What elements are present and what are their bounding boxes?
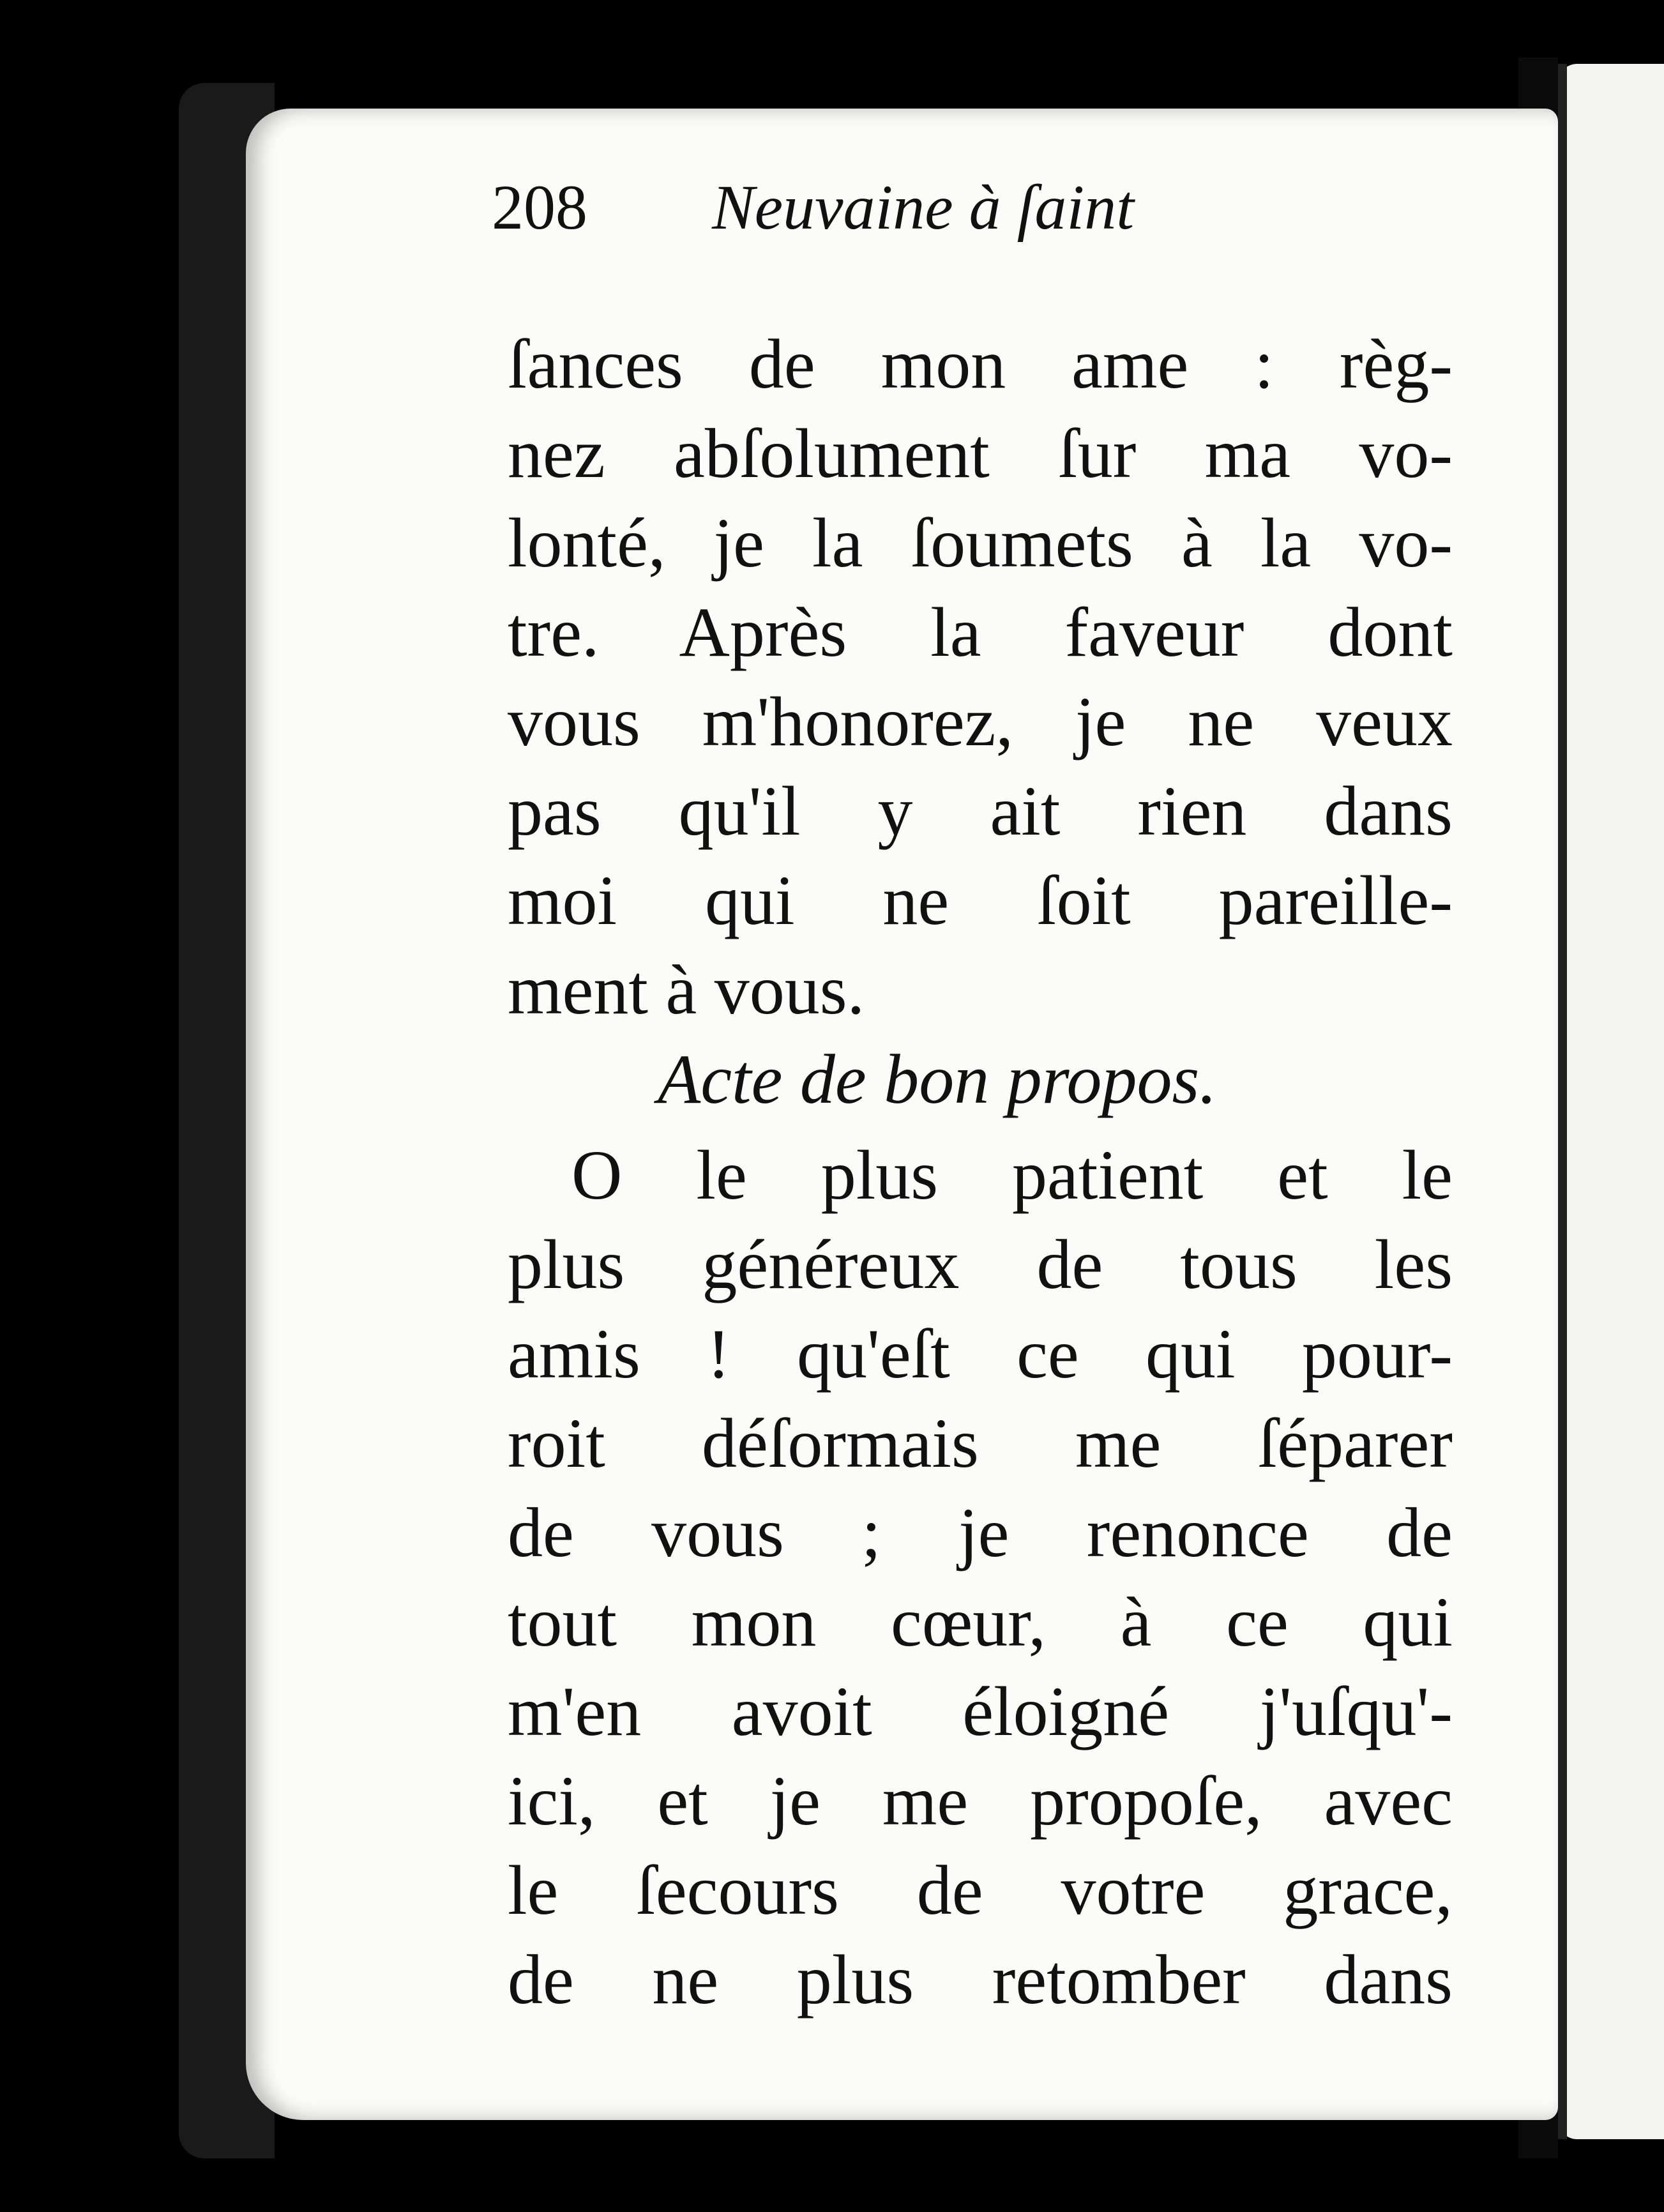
facing-page-edge [1558,64,1664,2139]
text-line: ment à vous. [508,951,865,1029]
text-line: lonté, je la ſoumets à la vo- [508,504,1453,582]
text-line: tout mon cœur, à ce qui [508,1583,1453,1661]
text-line: nez abſolument ſur ma vo- [508,414,1453,492]
text-line: ici, et je me propoſe, avec [508,1762,1453,1840]
section-heading: Acte de bon propos. [658,1040,1217,1118]
text-line: ſances de mon ame : règ- [508,325,1453,403]
text-line: moi qui ne ſoit pareille- [508,861,1453,939]
text-line: O le plus patient et le [571,1136,1453,1214]
page-number: 208 [492,172,587,243]
text-line: vous m'honorez, je ne veux [508,683,1453,761]
running-head: Neuvaine à ſaint [712,172,1134,243]
text-line: de vous ; je renonce de [508,1494,1453,1572]
text-line: de ne plus retomber dans [508,1941,1453,2019]
page-header [492,163,1258,252]
text-line: tre. Après la faveur dont [508,593,1453,671]
text-line: pas qu'il y ait rien dans [508,772,1453,850]
text-line: amis ! qu'eſt ce qui pour- [508,1315,1453,1393]
text-line: roit déſormais me ſéparer [508,1404,1453,1482]
text-line: le ſecours de votre grace, [508,1851,1453,1929]
text-line: m'en avoit éloigné j'uſqu'- [508,1672,1453,1750]
facing-page-border [1558,64,1567,2139]
text-line: plus généreux de tous les [508,1225,1453,1303]
